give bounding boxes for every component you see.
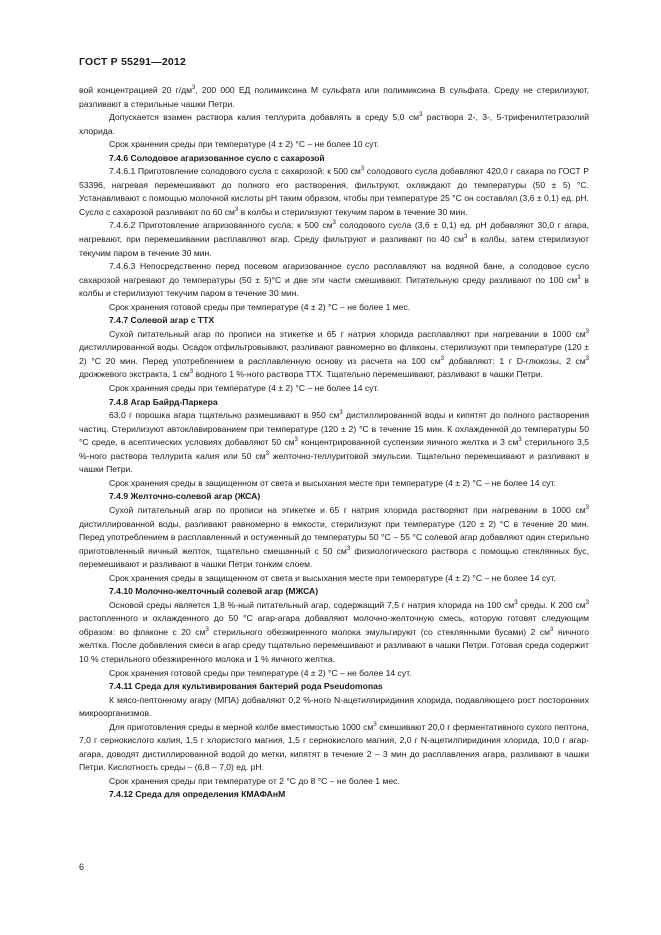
paragraph: Сухой питательный агар по прописи на этикетке и 65 г натрия хлорида растворяют при нагревании в 1000 $см^3$ дистиллированной воды, разливают равномерно в емкости, стерилизуют при температуре (120 ± 2) °С в течение 20 мин. Перед употреблением в расплавленный и остуженный до температуры 50 °С – 55 °С солевой агар добавляют один стерильно приготовленный яичный желток, тщательно смешанный с 50 $см^3$ физиологического раствора с помощью стеклянных бус, перемешивают и разливают в чашки Петри тонким слоем. [79, 504, 589, 570]
paragraph: 7.4.6.2 Приготовление агаризованного сусла: к 500 $см^3$ солодового сусла (3,6 ± 0,1) ед. рН добавляют 30,0 г агара, нагревают, при перемешивании расплавляют агар. Среду фильтруют и разливают по 40 $см^3$ в колбы, затем стерилизуют текучим паром в течение 30 мин. [79, 220, 589, 258]
paragraph: Для приготовления среды в мерной колбе вместимостью 1000 $см^3$ смешивают 20,0 г ферментативного сухого пептона, 7,0 г сернокислого калия, 1,5 г хлористого магния, 1,5 г сернокислого магния, 2,0 г N-ацетилпиридиния хлорида, 10,0 г агар-агара, доводят дистиллированной водой до метки, кипятят в течение 2 – 3 мин до расплавления агара, разливают в чашки Петри. Кислотность среды – (6,8 – 7,0) ед. рН. [79, 721, 589, 773]
paragraph: Срок хранения среды в защищенном от света и высыхания месте при температуре (4 ± 2) °С – не более 14 сут. [109, 572, 556, 583]
standard-header: ГОСТ Р 55291—2012 [79, 56, 187, 68]
paragraph: 7.4.6.1 Приготовление солодового сусла с сахарозой: к 500 $см^3$ солодового сусла добавляют 420,0 г сахара по ГОСТ Р 53396, нагревая перемешивают до полного его растворения, фильтруют, охлаждают до температуры (50 ± 5) °С. Устанавливают с помощью молочной кислоты рН таким образом, чтобы при температуре 25 °С он составлял (3,6 ± 0,1) ед. рН. Сусло с сахарозой разливают по 60 $см^3$ в колбы и стерилизуют текучим паром в течение 30 мин. [79, 166, 589, 217]
paragraph: Срок хранения среды при температуре (4 ± 2) °С – не более 14 сут. [109, 383, 379, 394]
section-heading-7-4-11: 7.4.11 Среда для культивирования бактерий рода Pseudomonas [109, 681, 383, 692]
paragraph: Допускается взамен раствора калия теллурита добавлять в среду 5,0 $см^3$ раствора 2-, 3-, 5-трифенилтетразолий хлорида. [79, 112, 590, 136]
document-body [79, 84, 589, 802]
paragraph: вой концентрацией 20 $г/дм^3$, 200 000 ЕД полимиксина М сульфата или полимиксина В сульфата. Среду не стерилизуют, разливают в стерильные чашки Петри. [79, 85, 589, 109]
paragraph: Срок хранения среды при температуре (4 ± 2) °С – не более 10 сут. [109, 139, 379, 150]
page-number: 6 [79, 862, 85, 872]
section-heading-7-4-6: 7.4.6 Солодовое агаризованное сусло с сахарозой [109, 152, 325, 163]
paragraph: Срок хранения среды в защищенном от света и высыхания месте при температуре (4 ± 2) °С – не более 14 сут. [109, 477, 556, 488]
paragraph: Срок хранения готовой среды при температуре (4 ± 2) °С – не более 1 мес. [109, 301, 411, 312]
section-heading-7-4-10: 7.4.10 Молочно-желточный солевой агар (МЖСА) [109, 586, 319, 597]
paragraph: 63,0 г порошка агара тщательно размешивают в 950 $см^3$ дистиллированной воды и кипятят до полного растворения частиц. Стерилизуют автоклавированием при температуре (120 ± 2) °С в течение 15 мин. К охлажденной до температуры 50 °С среде, в асептических условиях добавляют 50 $см^3$ концентрированной суспензии яичного желтка и 3 $см^3$ стерильного 3,5 %-ного раствора теллурита калия или 50 $см^3$ желточно-теллуритовой эмульсии. Тщательно перемешивают и разливают в чашки Петри. [79, 410, 590, 475]
paragraph: 7.4.6.3 Непосредственно перед посевом агаризованное сусло расплавляют на водяной бане, а солодовое сусло сахарозой нагревают до температуры (50 ± 5)°С и две эти части смешивают. Питательную среду разливают по 100 $см^3$ в колбы и стерилизуют текучим паром в течение 30 мин. [79, 261, 589, 299]
section-heading-7-4-7: 7.4.7 Солевой агар с ТТХ [109, 315, 215, 326]
paragraph: Срок хранения среды при температуре от 2 °С до 8 °С – не более 1 мес. [109, 775, 400, 786]
paragraph: Основой среды является 1,8 %-ный питательный агар, содержащий 7,5 г натрия хлорида на 100 $см^3$ среды. К 200 $см^3$ растопленного и охлажденного до 50 °С агар-агара добавляют молочно-желточную смесь, которую готовят следующим образом: во флаконе с 20 $см^3$ стерильного обезжиренного молока эмульгируют (со стеклянными бусами) 2 $см^3$ яичного желтка. После добавления смеси в агар среду тщательно перемешивают и разливают в чашки Петри. Готовая среда содержит 10 % стерильного обезжиренного молока и 1 % яичного желтка. [79, 599, 589, 664]
paragraph: К мясо-пептонному агару (МПА) добавляют 0,2 %-ного N-ацетилпиридиния хлорида, подавляющего рост посторонних микроорганизмов. [79, 694, 589, 719]
section-heading-7-4-9: 7.4.9 Желточно-солевой агар (ЖСА) [109, 491, 261, 502]
section-heading-7-4-12: 7.4.12 Среда для определения КМАФАнМ [109, 789, 286, 800]
paragraph: Сухой питательный агар по прописи на этикетке и 65 г натрия хлорида расплавляют при нагревании в 1000 $см^3$ дистиллированной воды. Осадок отфильтровывают, разливают равномерно во флаконы, стерилизуют при температуре (120 ± 2) °С 20 мин. Перед употреблением в расплавленную основу из расчета на 100 $см^3$ добавляют: 1 г D-глюкозы, 2 $см^3$ дрожжевого экстракта, 1 $см^3$ водного 1 %-ного раствора ТТХ. Тщательно перемешивают, разливают в чашки Петри. [79, 328, 590, 380]
paragraph: Срок хранения готовой среды при температуре (4 ± 2) °С – не более 14 сут. [109, 667, 412, 678]
section-heading-7-4-8: 7.4.8 Агар Байрд-Паркера [109, 396, 218, 407]
